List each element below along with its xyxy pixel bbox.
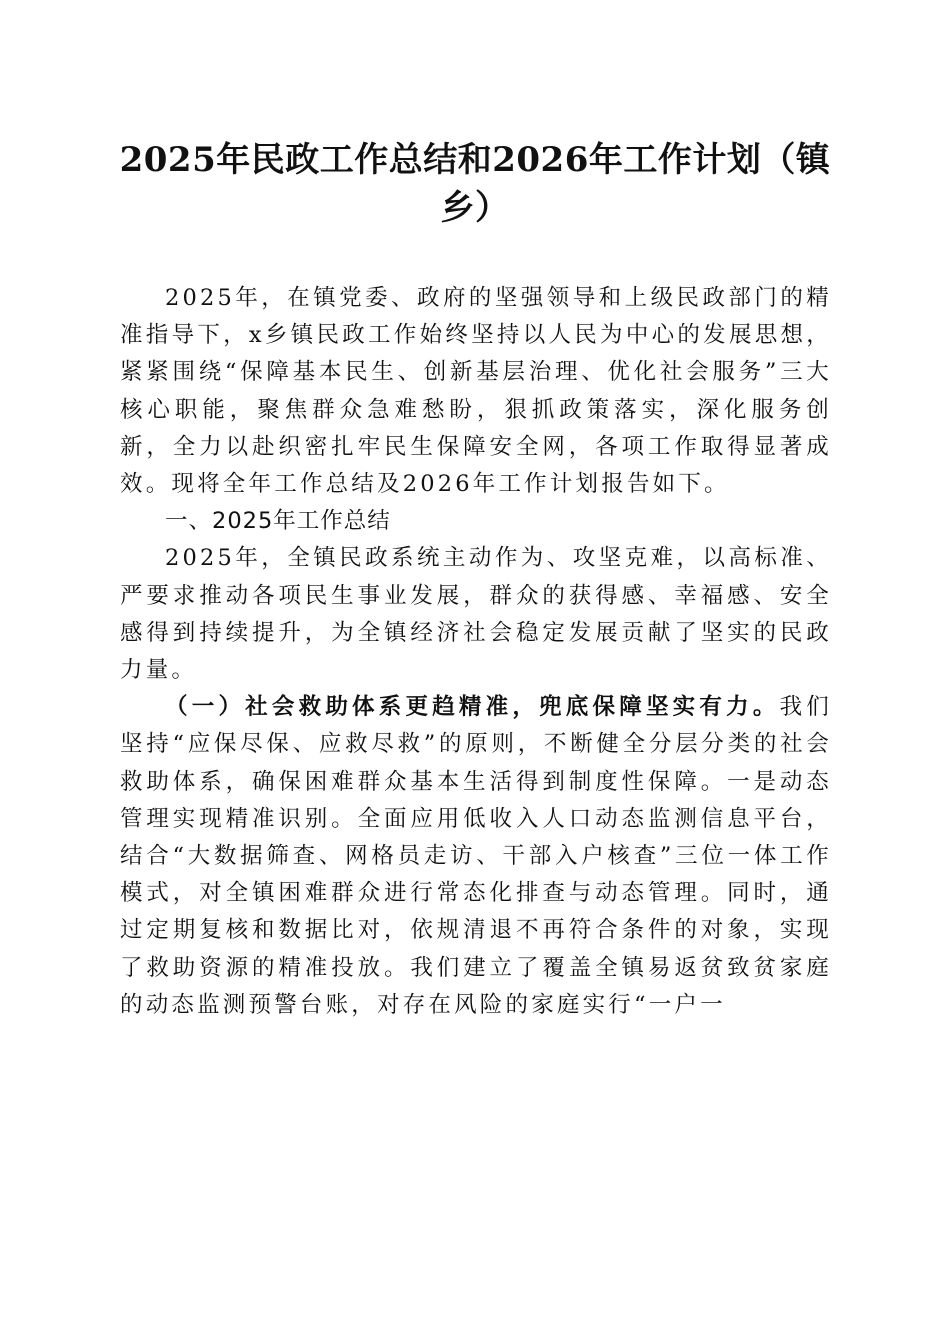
subsection-lead: （一）社会救助体系更趋精准，兜底保障坚实有力。 — [165, 694, 780, 721]
intro-paragraph: 2025年，在镇党委、政府的坚强领导和上级民政部门的精准指导下，x乡镇民政工作始终坚持以人民为中心的发展思想，紧紧围绕“保障基本民生、创新基层治理、优化社会服务”三大核心职能，聚焦群众急难愁盼，狠抓政策落实，深化服务创新，全力以赴织密扎牢民生保障安全网，各项工作取得显著成效。现将全年工作总结及2026年工作计划报告如下。 — [120, 285, 832, 498]
section-summary-paragraph: 2025年，全镇民政系统主动作为、攻坚克难，以高标准、严要求推动各项民生事业发展，群众的获得感、幸福感、安全感得到持续提升，为全镇经济社会稳定发展贡献了坚实的民政力量。 — [120, 545, 832, 684]
subsection-social-assistance — [120, 689, 832, 1024]
document-title: 2025年民政工作总结和2026年工作计划（镇乡） — [119, 140, 831, 228]
document-body — [120, 280, 832, 1024]
section-heading-summary: 一、2025年工作总结 — [165, 508, 391, 535]
subsection-text: 我们坚持“应保尽保、应救尽救”的原则，不断健全分层分类的社会救助体系，确保困难群众基本生活得到制度性保障。一是动态管理实现精准识别。全面应用低收入人口动态监测信息平台，结合“大数据筛查、网格员走访、干部入户核查”三位一体工作模式，对全镇困难群众进行常态化排查与动态管理。同时，通过定期复核和数据比对，依规清退不再符合条件的对象，实现了救助资源的精准投放。我们建立了覆盖全镇易返贫致贫家庭的动态监测预警台账，对存在风险的家庭实行“一户一 — [120, 694, 832, 1018]
